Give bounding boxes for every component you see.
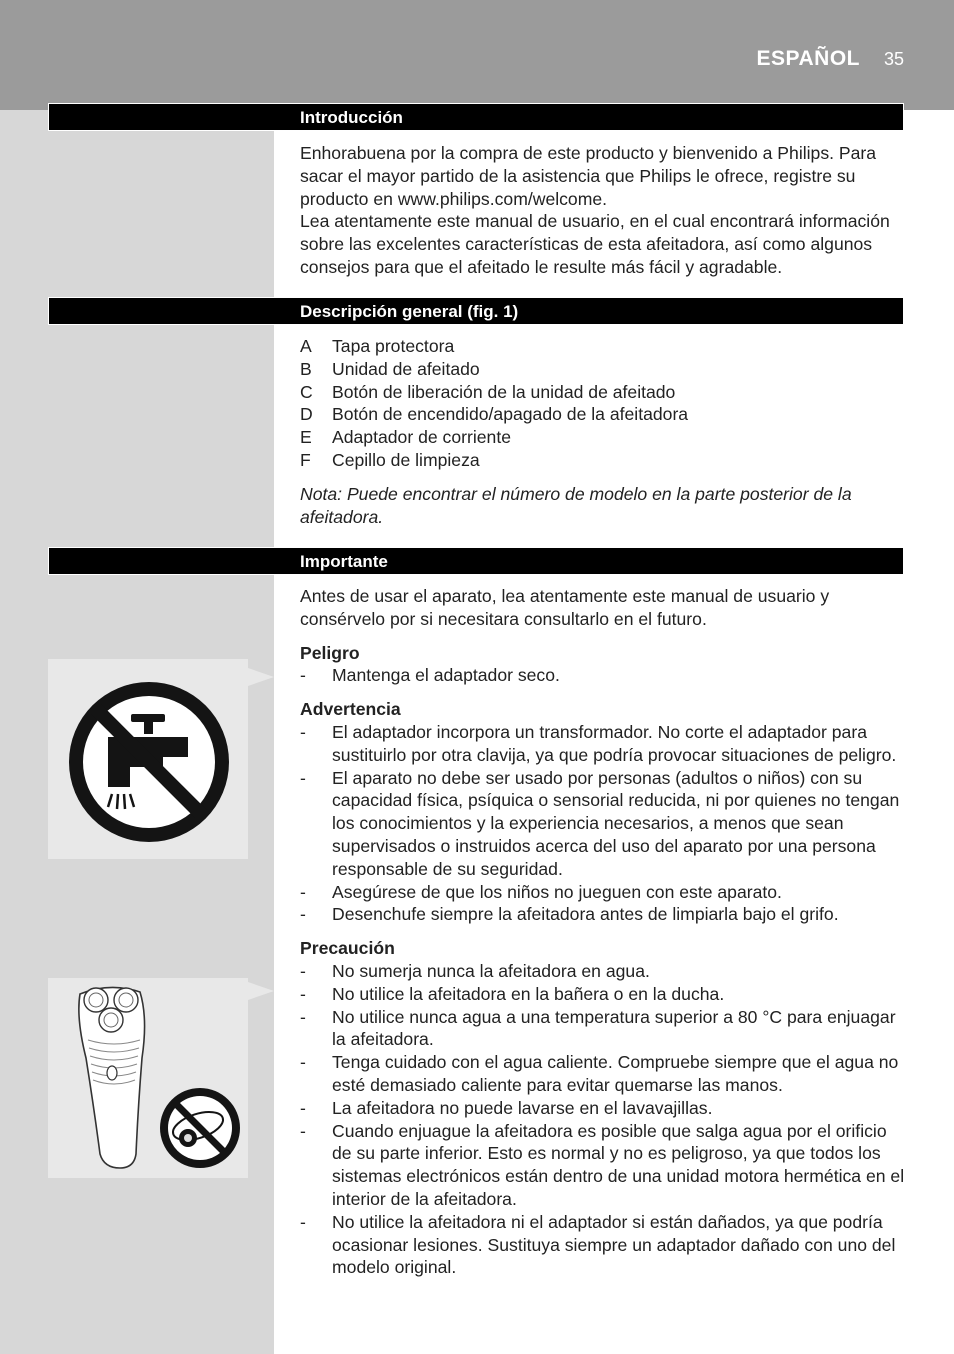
section-title: Introducción: [300, 108, 403, 127]
list-item: - Desenchufe siempre la afeitadora antes de limpiarla bajo el grifo.: [300, 904, 839, 925]
list-item: F Cepillo de limpieza: [300, 449, 480, 470]
list-item: C Botón de liberación de la unidad de afeitado: [300, 381, 676, 402]
section-bar-important: [48, 547, 904, 575]
section-bar-overview: [48, 297, 904, 325]
list-item: - Tenga cuidado con el agua caliente. Compruebe siempre que el agua no esté demasiado caliente para evitar quemarse las manos.: [300, 1052, 899, 1095]
header-edge: [932, 110, 954, 130]
list-item: - No utilice nunca agua a una temperatura superior a 80 °C para enjuagar la afeitadora.: [300, 1006, 896, 1050]
figure-pointer: [248, 668, 274, 686]
list-item: - Asegúrese de que los niños no jueguen con este aparato.: [300, 881, 782, 902]
list-item: - No sumerja nunca la afeitadora en agua.: [300, 960, 650, 981]
intro-paragraph-2: Lea atentamente este manual de usuario, en el cual encontrará información sobre las excelentes características de esta afeitadora, así como algunos consejos para que el afeitado le resulte más fácil y agradable.: [300, 211, 890, 277]
list-item: - No utilice la afeitadora en la bañera o en la ducha.: [300, 983, 725, 1004]
danger-heading: Peligro: [300, 642, 360, 663]
list-item: D Botón de encendido/apagado de la afeitadora: [300, 404, 689, 425]
list-item: - Cuando enjuague la afeitadora es posible que salga agua por el orificio de su parte inferior. Esto es normal y no es peligroso, ya que todos los sistemas electrónicos están dentro de una unidad motora hermética en el interior de la afeitadora.: [300, 1120, 905, 1209]
list-item: E Adaptador de corriente: [300, 427, 511, 448]
intro-text: [300, 142, 906, 279]
intro-paragraph-1: Enhorabuena por la compra de este producto y bienvenido a Philips. Para sacar el mayor partido de la asistencia que Philips le ofrece, registre su producto en www.philips.com/welcome.: [300, 143, 877, 209]
list-item: A Tapa protectora: [300, 336, 455, 356]
list-item: B Unidad de afeitado: [300, 358, 480, 379]
figure-pointer: [248, 982, 274, 1000]
caution-heading: Precaución: [300, 938, 395, 959]
list-item: - Mantenga el adaptador seco.: [300, 665, 560, 686]
section-title: Descripción general (fig. 1): [300, 302, 519, 321]
important-text: [300, 585, 906, 1279]
figure-shaver: [48, 978, 248, 1178]
section-bar-intro: [48, 103, 904, 131]
section-title: Importante: [300, 552, 388, 571]
list-item: - No utilice la afeitadora ni el adaptador si están dañados, ya que podría ocasionar lesiones. Sustituya siempre un adaptador dañado con uno del modelo original.: [300, 1211, 896, 1278]
important-intro: Antes de usar el aparato, lea atentamente este manual de usuario y consérvelo por si necesitara consultarlo en el futuro.: [300, 586, 830, 629]
model-note: Nota: Puede encontrar el número de modelo en la parte posterior de la afeitadora.: [300, 483, 852, 527]
warning-heading: Advertencia: [300, 699, 401, 720]
list-item: - El aparato no debe ser usado por personas (adultos o niños) con su capacidad física, psíquica o sensorial reducida, ni por quienes no tengan los conocimientos y la experiencia necesarios, a menos que sean supervisados o instruidos acerca del uso del aparato por una persona responsable de su seguridad.: [300, 767, 900, 879]
list-item: - La afeitadora no puede lavarse en el lavavajillas.: [300, 1097, 713, 1118]
no-water-icon: [48, 659, 248, 859]
overview-list: [300, 335, 906, 528]
page-number: 35: [884, 49, 905, 69]
shaver-icon: [48, 978, 248, 1178]
figure-no-faucet: [48, 659, 248, 859]
language-label: ESPAÑOL: [756, 47, 860, 70]
list-item: - El adaptador incorpora un transformador. No corte el adaptador para sustituirlo por otra clavija, ya que podría provocar situaciones de peligro.: [300, 721, 897, 765]
